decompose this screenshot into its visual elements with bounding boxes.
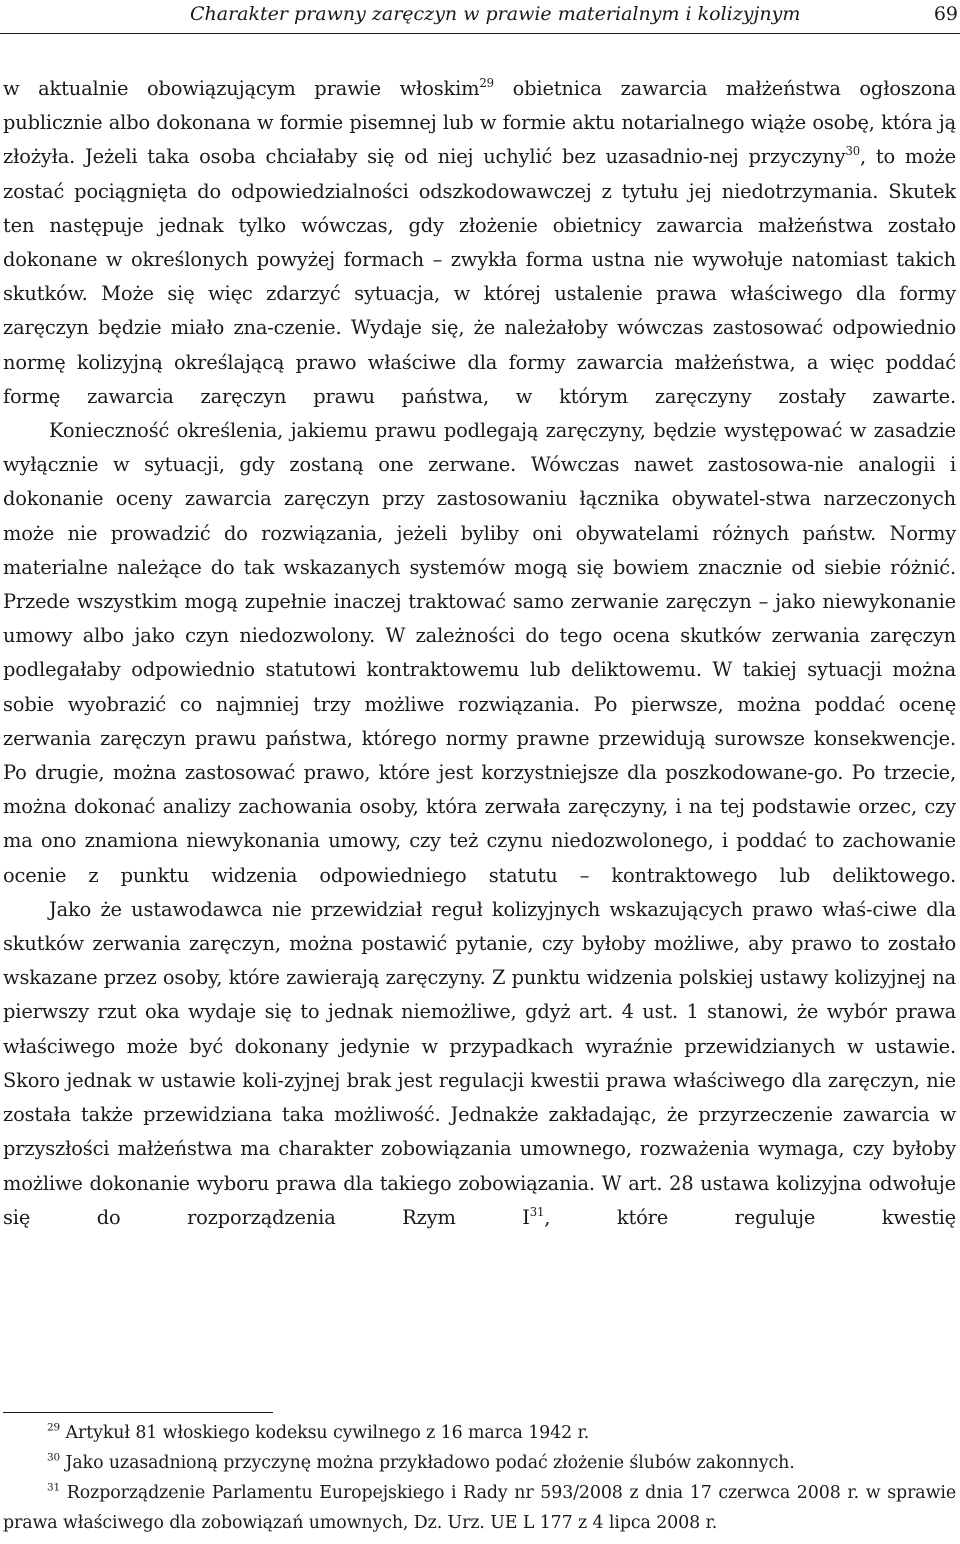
text-run: sytuacja, w której ustalenie prawa właściwego dla formy zaręczyn będzie miało zna- (3, 282, 956, 340)
footnote-ref-29[interactable]: 29 (479, 75, 494, 90)
main-text (3, 72, 956, 1235)
text-run: obietnicy zawarcia małżeństwa zostało dokonane w określonych powyżej formach (3, 213, 956, 272)
text-run: Po drugie, można zastosować prawo, które jest korzystniejsze dla poszkodowane- (3, 761, 814, 785)
footnote-number: 31 (47, 1481, 61, 1494)
text-run: prawo to zostało wskazane przez osoby, które zawierają zaręczyny. Z punktu widzenia (3, 932, 956, 990)
text-run: Konieczność określenia, jakiemu prawu podlegają zaręczyny, będzie występować (49, 419, 843, 443)
text-run: czy byłoby możliwe dokonanie wyboru prawa dla takiego zobowiązania. W art. 28 (3, 1137, 957, 1195)
footnote-30 (3, 1448, 956, 1478)
text-run: obietnica zawarcia małżeństwa ogłoszona (493, 77, 956, 100)
text-run: polskiej ustawy kolizyjnej na pierwszy rzut oka wydaje się to jednak niemożliwe, (3, 966, 956, 1024)
footnote-ref-30[interactable]: 30 (845, 144, 860, 159)
text-run: zyjnej brak jest regulacji kwestii prawa właściwego dla zaręczyn, nie została także (3, 1068, 956, 1127)
footnotes (3, 1418, 956, 1538)
footnote-number: 30 (47, 1451, 61, 1464)
text-run: zaręczyn prawu państwa, którego normy prawne przewidują surowsze konsekwencje. (100, 726, 957, 750)
text-run: niedozwolonego, i poddać to zachowanie ocenie z punktu widzenia odpowiedniego (3, 829, 957, 887)
text-run: co najmniej trzy możliwe rozwiązania. Po pierwsze, można poddać ocenę zerwania (3, 692, 957, 750)
text-run: statutowi kontraktowemu lub deliktowemu. W takiej sytuacji można sobie wyobrazić (3, 658, 957, 716)
page-number: 69 (933, 3, 958, 25)
text-run: określającą prawo właściwe dla formy zawarcia małżeństwa, a więc poddać formę (3, 350, 957, 408)
text-run: w przypadkach wyraźnie przewidzianych w ustawie. Skoro jednak w ustawie koli- (3, 1034, 957, 1092)
text-run: w zasadzie wyłącznie w sytuacji, gdy zostaną one zerwane. Wówczas nawet zastosowa- (3, 419, 957, 477)
text-run: i na tej podstawie orzec, czy ma ono znamiona niewykonania umowy, czy też czynu (3, 795, 956, 853)
text-run: ustawa kolizyjna odwołuje się do rozporządzenia Rzym I (3, 1171, 956, 1229)
text-run: – zwykła forma ustna nie wywołuje natomiast takich skutków. Może się więc zdarzyć (3, 248, 957, 306)
footnote-number: 29 (47, 1421, 61, 1434)
text-run: czenie. Wydaje się, że należałoby wówczas zastosować odpowiednio normę kolizyjną (3, 316, 956, 374)
text-run: różnych państw. Normy materialne należące do tak wskazanych systemów mogą się (3, 521, 957, 579)
text-run: w przyszłości małżeństwa ma charakter zobowiązania umownego, rozważenia wymaga, (3, 1103, 957, 1161)
header-rule (0, 33, 960, 34)
text-run: z tytułu jej niedotrzymania. Skutek ten następuje jednak tylko wówczas, gdy złożenie (3, 179, 956, 237)
footnote-text: Artykuł 81 włoskiego kodeksu cywilnego z 16 marca 1942 r. (65, 1423, 590, 1443)
text-run: nej przyczyny (709, 145, 846, 169)
text-run: W zależności do tego ocena skutków zerwania zaręczyn podlegałaby odpowiednio (3, 624, 956, 682)
paragraph-2 (3, 414, 956, 893)
text-run: statutu – kontraktowego lub deliktowego. (488, 863, 956, 887)
text-run: osobę, która ją złożyła. Jeżeli taka osoba chciałaby się od niej uchylić bez uzasadnio- (3, 111, 956, 169)
text-run: nie analogii i dokonanie oceny zawarcia zaręczyn przy zastosowaniu łącznika obywatel- (3, 453, 956, 511)
footnote-text: Rozporządzenie Parlamentu Europejskiego i Rady nr 593/2008 z dnia 17 czerwca 2008 r. (66, 1483, 860, 1503)
footnote-separator (3, 1412, 273, 1413)
running-header (0, 0, 960, 34)
text-run: Jako że ustawodawca nie przewidział reguł kolizyjnych wskazujących prawo właś- (49, 897, 873, 921)
text-run: gdyż art. 4 ust. 1 stanowi, że wybór prawa właściwego może być dokonany jedynie (3, 1000, 957, 1058)
text-run: w aktualnie obowiązującym prawie włoskim (3, 77, 480, 100)
running-title: Charakter prawny zaręczyn w prawie materialnym i kolizyjnym (190, 3, 801, 25)
text-run: , to może zostać pociągnięta do odpowiedzialności odszkodowawczej (3, 145, 956, 203)
text-run: samo zerwanie zaręczyn – jako niewykonanie umowy albo jako czyn niedozwolony. (3, 590, 956, 648)
paragraph-1 (3, 72, 956, 414)
text-run: ciwe dla skutków zerwania zaręczyn, można postawić pytanie, czy byłoby możliwe, aby (3, 897, 956, 956)
footnote-ref-31[interactable]: 31 (529, 1204, 545, 1219)
footnote-31 (3, 1478, 956, 1538)
footnote-text-continuation: w sprawie prawa właściwego dla zobowiązań umownych, Dz. Urz. UE L 177 z 4 lipca 2008 r. (3, 1483, 957, 1533)
text-run: go. Po trzecie, można dokonać analizy zachowania osoby, która zerwała zaręczyny, (3, 761, 956, 819)
footnote-29 (3, 1418, 956, 1448)
paragraph-3 (3, 893, 956, 1235)
text-run: stwa narzeczonych może nie prowadzić do rozwiązania, jeżeli byliby oni obywatelami (3, 487, 956, 545)
text-run: , które reguluje kwestię (544, 1205, 956, 1229)
text-run: zawarcia zaręczyn prawu państwa, w którym zaręczyny zostały zawarte. (87, 384, 956, 408)
text-run: publicznie albo dokonana w formie pisemnej lub w formie aktu notarialnego wiąże (3, 111, 807, 135)
footnote-text: Jako uzasadnioną przyczynę można przykładowo podać złożenie ślubów zakonnych. (65, 1453, 795, 1473)
text-run: przewidziana taka możliwość. Jednakże zakładając, że przyrzeczenie zawarcia (143, 1103, 930, 1127)
text-run: bowiem znacznie od siebie różnić. Przede wszystkim mogą zupełnie inaczej traktować (3, 555, 956, 614)
